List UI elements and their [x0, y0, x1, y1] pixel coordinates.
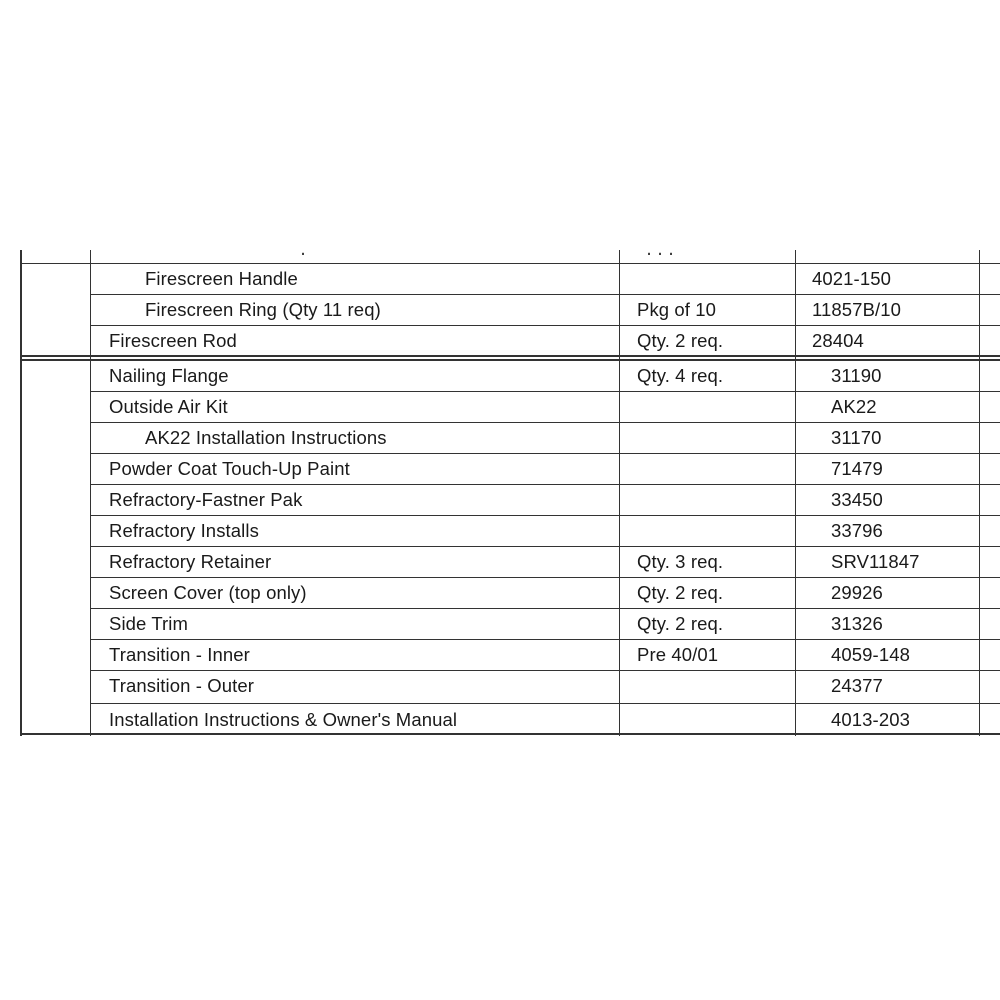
- part-number: AK22: [831, 396, 877, 417]
- part-description: Firescreen Rod: [109, 330, 237, 351]
- row-line: [90, 577, 1000, 578]
- row-line: [90, 453, 1000, 454]
- column-divider-4: [979, 250, 980, 736]
- cut-off-row-fragment: ․: [300, 239, 307, 259]
- row-line: [90, 515, 1000, 516]
- part-number: 33796: [831, 520, 883, 541]
- row-line: [90, 639, 1000, 640]
- part-qty: Qty. 3 req.: [637, 551, 724, 572]
- part-description: Transition - Outer: [109, 675, 255, 696]
- part-number: 28404: [812, 330, 864, 351]
- part-description: Screen Cover (top only): [109, 582, 307, 603]
- section-divider: [20, 355, 1000, 357]
- part-qty: Pre 40/01: [637, 644, 719, 665]
- part-number: 24377: [831, 675, 883, 696]
- part-qty: Qty. 4 req.: [637, 365, 724, 386]
- part-number: 31326: [831, 613, 883, 634]
- part-description: Powder Coat Touch-Up Paint: [109, 458, 350, 479]
- part-description: Side Trim: [109, 613, 189, 634]
- row-line: [90, 325, 1000, 326]
- part-description: Firescreen Ring (Qty 11 req): [145, 299, 381, 320]
- row-line: [90, 608, 1000, 609]
- part-qty: Qty. 2 req.: [637, 613, 724, 634]
- part-description: Refractory-Fastner Pak: [109, 489, 303, 510]
- part-number: 4021-150: [812, 268, 891, 289]
- part-number: 31190: [831, 365, 882, 386]
- row-line: [90, 422, 1000, 423]
- column-divider-2: [619, 250, 620, 736]
- part-description: Firescreen Handle: [145, 268, 298, 289]
- part-description: Transition - Inner: [109, 644, 250, 665]
- part-qty: Pkg of 10: [637, 299, 717, 320]
- part-number: 4013-203: [831, 709, 910, 730]
- table-border-left: [20, 250, 22, 736]
- row-line: [90, 546, 1000, 547]
- part-description: Nailing Flange: [109, 365, 229, 386]
- part-number: 4059-148: [831, 644, 910, 665]
- part-description: Refractory Retainer: [109, 551, 272, 572]
- part-number: SRV11847: [831, 551, 920, 572]
- section-divider: [20, 359, 1000, 361]
- part-number: 71479: [831, 458, 883, 479]
- part-number: 29926: [831, 582, 883, 603]
- part-qty: Qty. 2 req.: [637, 330, 724, 351]
- column-divider-1: [90, 250, 91, 736]
- table-border-bottom: [20, 733, 1000, 735]
- part-description: Outside Air Kit: [109, 396, 228, 417]
- part-description: Refractory Installs: [109, 520, 259, 541]
- part-description: AK22 Installation Instructions: [145, 427, 387, 448]
- row-line: [90, 391, 1000, 392]
- row-line: [20, 263, 1000, 264]
- cut-off-row-fragment: ․ ․ ․: [646, 239, 675, 259]
- row-line: [90, 294, 1000, 295]
- part-number: 31170: [831, 427, 882, 448]
- part-qty: Qty. 2 req.: [637, 582, 724, 603]
- column-divider-3: [795, 250, 796, 736]
- row-line: [90, 703, 1000, 704]
- part-description: Installation Instructions & Owner's Manual: [109, 709, 458, 730]
- part-number: 11857B/10: [812, 299, 902, 320]
- row-line: [90, 670, 1000, 671]
- part-number: 33450: [831, 489, 883, 510]
- row-line: [90, 484, 1000, 485]
